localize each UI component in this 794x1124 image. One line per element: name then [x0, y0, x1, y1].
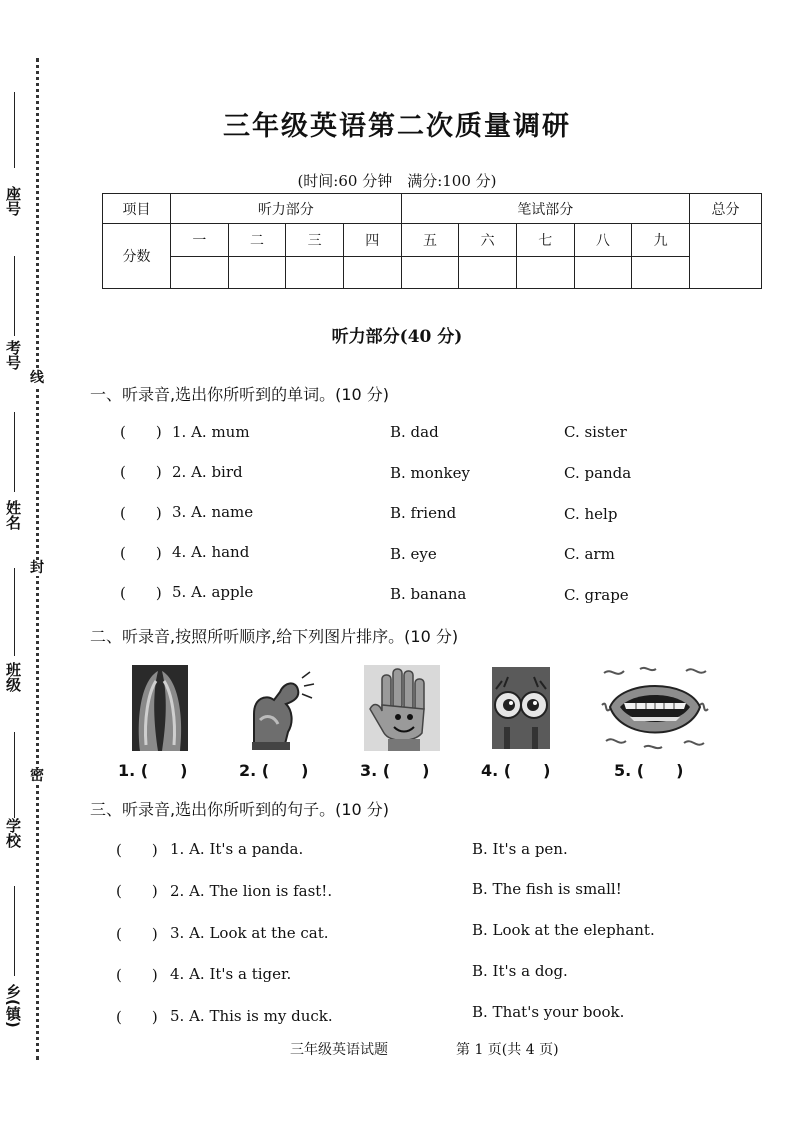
footer-subject: 三年级英语试题 — [290, 1042, 388, 1058]
exam-info: (时间:60 分钟 满分:100 分) — [297, 172, 497, 190]
picture-4-caption[interactable]: 4. ( ) — [481, 761, 551, 780]
column-header: 三 — [286, 224, 344, 256]
question-option-b: B. banana — [390, 585, 467, 603]
score-cell[interactable] — [516, 256, 574, 288]
sentence-option-b: B. It's a pen. — [472, 840, 568, 858]
name-label: 姓名 — [4, 500, 22, 530]
picture-3-caption[interactable]: 3. ( ) — [360, 761, 430, 780]
cut-mark-secret: 密 — [30, 768, 44, 784]
question-option-b: B. friend — [390, 504, 457, 522]
answer-blank[interactable]: ( ) — [116, 1008, 158, 1026]
listening-header: 听力部分 — [171, 194, 402, 224]
part2-heading: 二、听录音,按照所听顺序,给下列图片排序。(10 分) — [90, 627, 459, 646]
picture-1-caption[interactable]: 1. ( ) — [118, 761, 188, 780]
cut-mark-seal: 封 — [30, 560, 44, 576]
class-label: 班级 — [4, 662, 22, 692]
score-cell[interactable] — [228, 256, 286, 288]
listening-section-title: 听力部分(40 分) — [331, 327, 463, 347]
exam-no-label: 考号 — [4, 340, 22, 370]
score-cell[interactable] — [632, 256, 690, 288]
column-header: 一 — [171, 224, 229, 256]
picture-2-caption[interactable]: 2. ( ) — [239, 761, 309, 780]
score-cell[interactable] — [286, 256, 344, 288]
part1-heading: 一、听录音,选出你所听到的单词。(10 分) — [90, 385, 390, 404]
answer-blank[interactable]: ( ) — [120, 423, 162, 441]
score-cell[interactable] — [459, 256, 517, 288]
answer-blank[interactable]: ( ) — [120, 463, 162, 481]
score-cell[interactable] — [401, 256, 459, 288]
question-option-c: C. arm — [564, 545, 615, 563]
footer-page-number: 第 1 页(共 4 页) — [456, 1042, 559, 1058]
column-header: 四 — [343, 224, 401, 256]
town-underline — [14, 886, 15, 976]
cut-mark-line: 线 — [30, 370, 44, 386]
item-header: 项目 — [103, 194, 171, 224]
score-table — [102, 193, 762, 289]
answer-blank[interactable]: ( ) — [116, 966, 158, 984]
question-option-c: C. help — [564, 505, 618, 523]
class-underline — [14, 568, 15, 656]
seat-label: 座号 — [4, 186, 22, 216]
question-option-a: 2. A. bird — [172, 463, 243, 481]
question-option-c: C. panda — [564, 464, 632, 482]
sentence-option-a: 5. A. This is my duck. — [170, 1007, 333, 1025]
answer-blank[interactable]: ( ) — [120, 584, 162, 602]
page-title: 三年级英语第二次质量调研 — [223, 111, 571, 142]
written-header: 笔试部分 — [401, 194, 689, 224]
score-cell[interactable] — [574, 256, 632, 288]
town-label: 乡(镇) — [4, 984, 22, 1028]
answer-blank[interactable]: ( ) — [116, 882, 158, 900]
score-cell[interactable] — [343, 256, 401, 288]
question-option-b: B. eye — [390, 545, 437, 563]
sentence-option-a: 3. A. Look at the cat. — [170, 924, 329, 942]
column-header: 六 — [459, 224, 517, 256]
question-option-a: 5. A. apple — [172, 583, 254, 601]
score-row-label: 分数 — [103, 224, 171, 289]
answer-blank[interactable]: ( ) — [120, 544, 162, 562]
question-option-a: 4. A. hand — [172, 543, 250, 561]
binding-dotted-line — [36, 58, 39, 1060]
column-header: 八 — [574, 224, 632, 256]
school-label: 学校 — [4, 818, 22, 848]
school-underline — [14, 732, 15, 818]
total-score-cell[interactable] — [690, 224, 762, 289]
mouth-picture — [600, 665, 710, 751]
question-option-b: B. dad — [390, 423, 439, 441]
total-header: 总分 — [690, 194, 762, 224]
column-header: 九 — [632, 224, 690, 256]
arm-picture — [244, 670, 318, 750]
sentence-option-a: 4. A. It's a tiger. — [170, 965, 292, 983]
sentence-option-a: 2. A. The lion is fast!. — [170, 882, 333, 900]
answer-blank[interactable]: ( ) — [116, 925, 158, 943]
answer-blank[interactable]: ( ) — [120, 504, 162, 522]
hand-picture — [364, 665, 440, 751]
column-header: 七 — [516, 224, 574, 256]
score-cell[interactable] — [171, 256, 229, 288]
sentence-option-b: B. Look at the elephant. — [472, 921, 655, 939]
picture-5-caption[interactable]: 5. ( ) — [614, 761, 684, 780]
eyes-picture — [492, 667, 550, 749]
question-option-a: 3. A. name — [172, 503, 254, 521]
question-option-b: B. monkey — [390, 464, 470, 482]
column-header: 五 — [401, 224, 459, 256]
name-underline — [14, 412, 15, 492]
ears-picture — [132, 665, 188, 751]
sentence-option-a: 1. A. It's a panda. — [170, 840, 304, 858]
answer-blank[interactable]: ( ) — [116, 841, 158, 859]
column-header: 二 — [228, 224, 286, 256]
question-option-c: C. grape — [564, 586, 629, 604]
sentence-option-b: B. It's a dog. — [472, 962, 568, 980]
sentence-option-b: B. That's your book. — [472, 1003, 625, 1021]
sentence-option-b: B. The fish is small! — [472, 880, 622, 898]
question-option-a: 1. A. mum — [172, 423, 250, 441]
part3-heading: 三、听录音,选出你所听到的句子。(10 分) — [90, 800, 390, 819]
question-option-c: C. sister — [564, 423, 627, 441]
